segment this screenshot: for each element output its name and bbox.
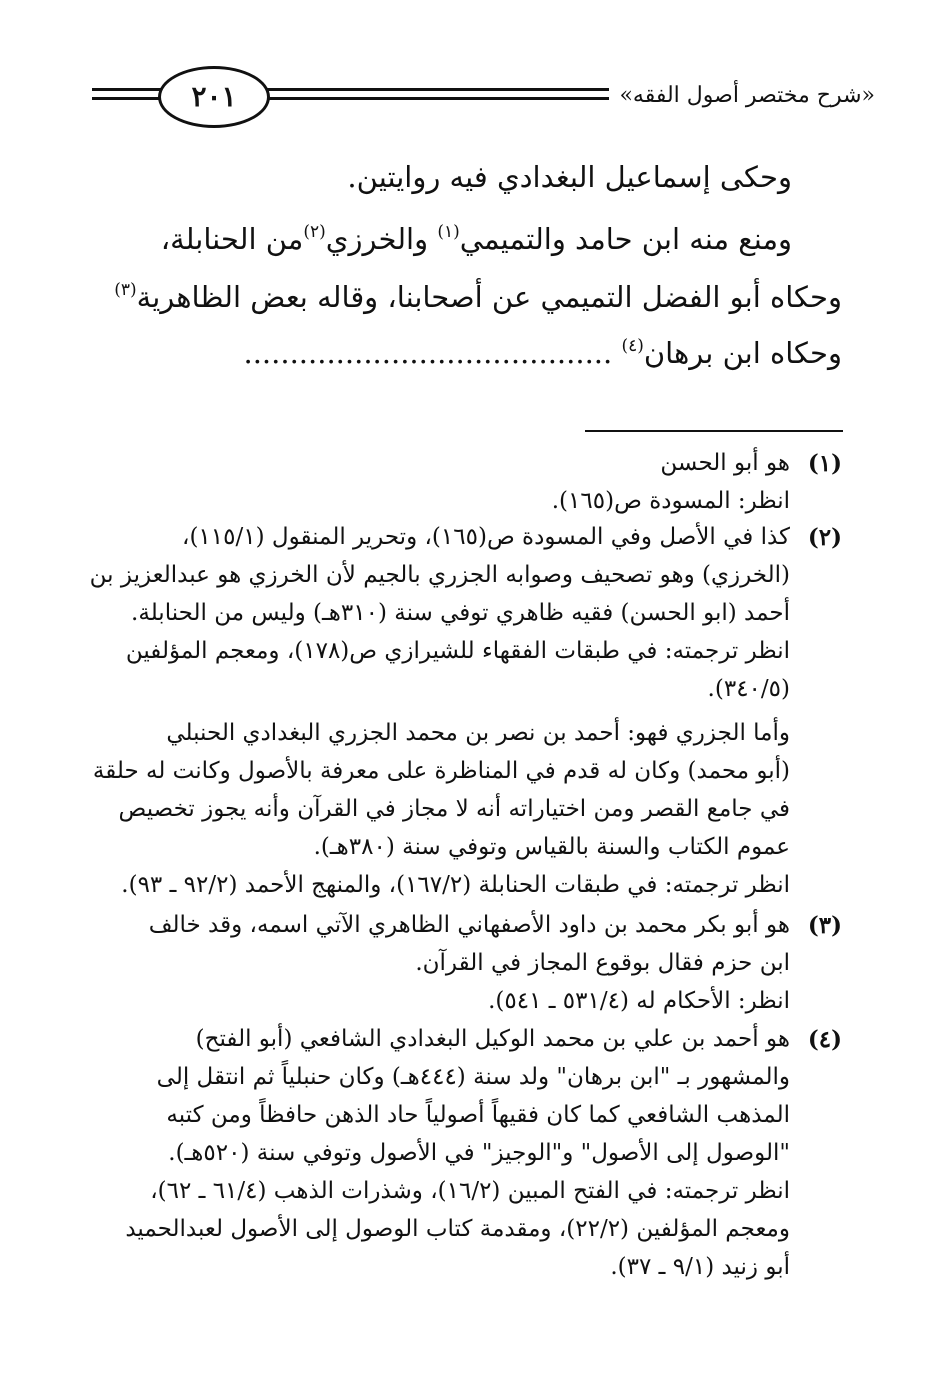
footnote-ref-4: (٤): [621, 336, 644, 356]
body-line-2: ومنع منه ابن حامد والتميمي$^{(١)}$ والخرزي$^{(٢)}$من الحنابلة،: [160, 222, 792, 256]
footnote-1-line-1: هو أبو الحسن: [660, 450, 790, 476]
footnote-2-line-7: (أبو محمد) وكان له قدم في المناظرة على معرفة بالأصول وكانت له حلقة: [92, 758, 790, 784]
page-number: ٢٠١: [158, 66, 270, 128]
footnote-4-line-3: المذهب الشافعي كما كان فقيهاً أصولياً حاد الذهن حافظاً ومن كتبه: [166, 1102, 790, 1128]
footnote-4-line-7: أبو زنيد (٩/١ ـ ٣٧).: [610, 1254, 790, 1280]
footnote-4-line-6: ومعجم المؤلفين (٢٢/٢)، ومقدمة كتاب الوصول إلى الأصول لعبدالحميد: [125, 1216, 790, 1242]
footnote-separator: [585, 430, 843, 432]
running-header-title: «شرح مختصر أصول الفقه»: [609, 80, 883, 112]
footnote-1-line-2: انظر: المسودة ص(١٦٥).: [551, 488, 790, 514]
footnote-2-line-9: عموم الكتاب والسنة بالقياس وتوفي سنة (٣٨٠هـ).: [313, 834, 790, 860]
footnote-4-line-1: هو أحمد بن علي بن محمد الوكيل البغدادي الشافعي (أبو الفتح): [195, 1026, 790, 1052]
footnote-1-number: (١): [807, 450, 842, 477]
footnote-2-number: (٢): [807, 524, 842, 551]
footnote-ref-1: (١): [437, 222, 460, 242]
footnote-2-line-3: أحمد (ابو الحسن) فقيه ظاهري توفي سنة (٣١٠هـ) وليس من الحنابلة.: [131, 600, 790, 626]
footnote-2-line-4: انظر ترجمته: في طبقات الفقهاء للشيرازي ص(١٧٨)، ومعجم المؤلفين: [125, 638, 790, 664]
footnote-4-line-5: انظر ترجمته: في الفتح المبين (١٦/٢)، وشذرات الذهب (٦١/٤ ـ ٦٢)،: [150, 1178, 790, 1204]
footnote-2-line-2: (الخرزي) وهو تصحيف وصوابه الجزري بالجيم لأن الخرزي هو عبدالعزيز بن: [89, 562, 790, 588]
footnote-2-line-5: (٣٤٠/٥).: [707, 676, 790, 702]
footnote-3-number: (٣): [807, 912, 842, 939]
footnote-3-line-2: ابن حزم فقال بوقوع المجاز في القرآن.: [415, 950, 790, 976]
footnote-3-line-3: انظر: الأحكام له (٥٣١/٤ ـ ٥٤١).: [488, 988, 790, 1014]
body-line-1: وحكى إسماعيل البغدادي فيه روايتين.: [347, 160, 792, 194]
footnote-ref-2: (٢): [303, 222, 326, 242]
body-line-3: وحكاه أبو الفضل التميمي عن أصحابنا، وقاله بعض الظاهرية$^{(٣)}$: [114, 280, 842, 314]
body-line-4: وحكاه ابن برهان$^{(٤)}$ ........................................: [243, 336, 842, 370]
footnote-2-line-8: في جامع القصر ومن اختياراته أنه لا مجاز في القرآن وأنه يجوز تخصيص: [118, 796, 790, 822]
footnote-ref-3: (٣): [114, 280, 137, 300]
footnote-2-line-6: وأما الجزري فهو: أحمد بن نصر بن محمد الجزري البغدادي الحنبلي: [166, 720, 790, 746]
footnote-3-line-1: هو أبو بكر محمد بن داود الأصفهاني الظاهري الآتي اسمه، وقد خالف: [148, 912, 790, 938]
footnote-4-line-4: "الوصول إلى الأصول" و"الوجيز" في الأصول وتوفي سنة (٥٢٠هـ).: [168, 1140, 790, 1166]
footnote-4-number: (٤): [807, 1026, 842, 1053]
footnote-2-line-10: انظر ترجمته: في طبقات الحنابلة (١٦٧/٢)، والمنهج الأحمد (٩٢/٢ ـ ٩٣).: [121, 872, 790, 898]
footnote-4-line-2: والمشهور بـ "ابن برهان" ولد سنة (٤٤٤هـ) وكان حنبلياً ثم انتقل إلى: [156, 1064, 790, 1090]
footnote-2-line-1: كذا في الأصل وفي المسودة ص(١٦٥)، وتحرير المنقول (١١٥/١)،: [182, 524, 790, 550]
